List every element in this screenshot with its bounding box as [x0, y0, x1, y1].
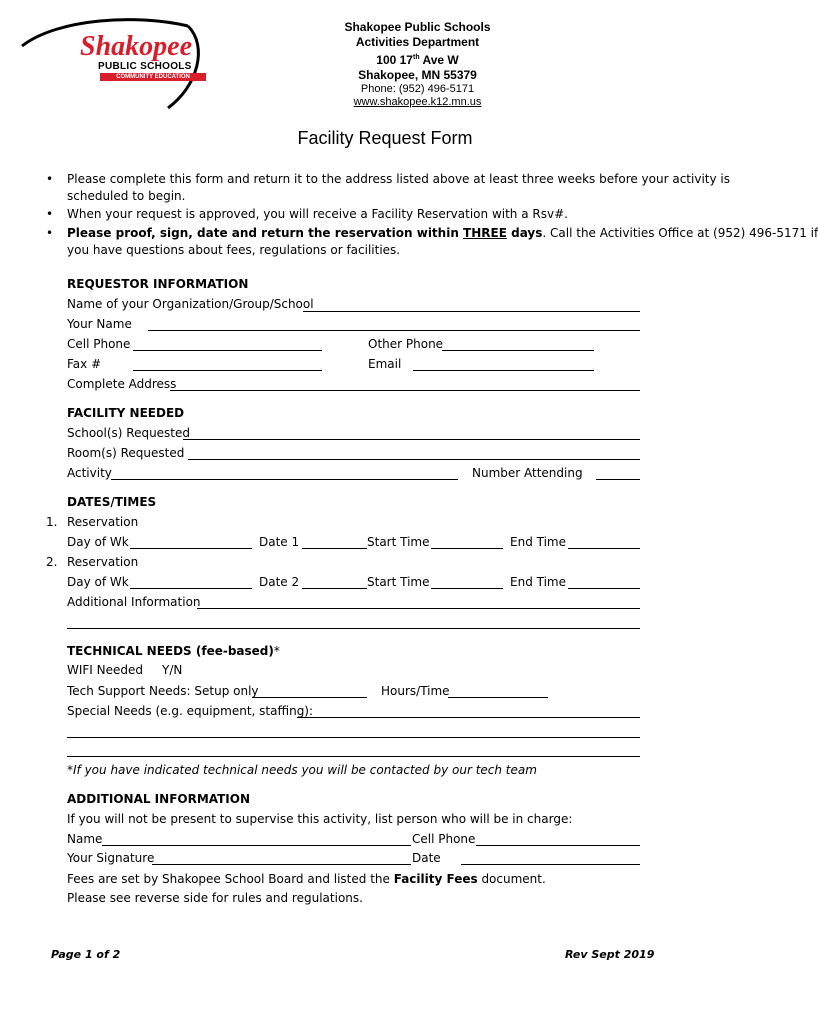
reverse-side-text: Please see reverse side for rules and regulations.	[67, 891, 363, 905]
street-address: 100 17th Ave W	[376, 53, 459, 67]
reservation-1-label: Reservation	[67, 515, 139, 529]
fax-field[interactable]	[133, 370, 322, 371]
cell-field[interactable]	[133, 350, 322, 351]
additional-heading: ADDITIONAL INFORMATION	[67, 792, 251, 806]
day-field-1[interactable]	[130, 548, 252, 549]
date2-label: Date 2	[259, 575, 300, 589]
tech-note: *If you have indicated technical needs you will be contacted by our tech team	[67, 763, 537, 777]
day-label-2: Day of Wk	[67, 575, 129, 589]
start-label-1: Start Time	[367, 535, 430, 549]
end-label-2: End Time	[510, 575, 566, 589]
technical-heading: TECHNICAL NEEDS (fee-based)*	[67, 644, 280, 658]
logo-line2: COMMUNITY EDUCATION	[100, 73, 206, 81]
bullet-dot: •	[46, 226, 54, 240]
contact-cell-label: Cell Phone	[412, 832, 476, 846]
attending-label: Number Attending	[472, 466, 583, 480]
address-field[interactable]	[170, 390, 640, 391]
signature-label: Your Signature	[67, 851, 155, 865]
requestor-heading: REQUESTOR INFORMATION	[67, 277, 249, 291]
org-field[interactable]	[303, 311, 640, 312]
reservation-2-number: 2.	[46, 555, 58, 569]
address-label: Complete Address	[67, 377, 177, 391]
day-label-1: Day of Wk	[67, 535, 129, 549]
page-number: Page 1 of 2	[51, 948, 121, 961]
bullet-dot: •	[46, 172, 54, 186]
city-state: Shakopee, MN 55379	[358, 68, 477, 82]
org-label: Name of your Organization/Group/School	[67, 297, 314, 311]
wifi-label: WIFI Needed	[67, 663, 144, 677]
rooms-field[interactable]	[188, 459, 640, 460]
signature-field[interactable]	[152, 864, 411, 865]
sign-date-label: Date	[412, 851, 441, 865]
bullet-1-line1: Please complete this form and return it to the address listed above at least three weeks before your activity is	[67, 172, 730, 186]
other-phone-field[interactable]	[442, 350, 594, 351]
special-needs-label: Special Needs (e.g. equipment, staffing):	[67, 704, 314, 718]
schools-label: School(s) Requested	[67, 426, 191, 440]
address-block	[300, 20, 535, 109]
special-needs-field-2[interactable]	[67, 737, 640, 738]
org-name: Shakopee Public Schools	[344, 20, 491, 34]
start-field-1[interactable]	[431, 548, 503, 549]
fees-text: Fees are set by Shakopee School Board and listed the Facility Fees document.	[67, 872, 546, 886]
special-needs-field-3[interactable]	[67, 756, 640, 757]
email-label: Email	[368, 357, 402, 371]
reservation-2-label: Reservation	[67, 555, 139, 569]
additional-info-label: Additional Information	[67, 595, 201, 609]
supervise-text: If you will not be present to supervise this activity, list person who will be in charge:	[67, 812, 573, 826]
logo-name: Shakopee	[80, 31, 192, 62]
contact-name-field[interactable]	[102, 845, 411, 846]
hours-label: Hours/Time	[381, 684, 450, 698]
bullet-1-line2: scheduled to begin.	[67, 189, 186, 203]
rooms-label: Room(s) Requested	[67, 446, 185, 460]
fax-label: Fax #	[67, 357, 102, 371]
other-phone-label: Other Phone	[368, 337, 444, 351]
attending-field[interactable]	[596, 479, 640, 480]
date2-field[interactable]	[302, 588, 367, 589]
additional-info-field[interactable]	[197, 608, 640, 609]
date1-label: Date 1	[259, 535, 300, 549]
bullet-3-line1: Please proof, sign, date and return the reservation within THREE days. Call the Activities Office at (952) 496-5171 if	[67, 226, 818, 240]
contact-name-label: Name	[67, 832, 103, 846]
tech-support-field[interactable]	[252, 697, 367, 698]
bullet-2: When your request is approved, you will receive a Facility Reservation with a Rsv#.	[67, 207, 568, 221]
end-field-2[interactable]	[568, 588, 640, 589]
special-needs-field[interactable]	[297, 717, 640, 718]
day-field-2[interactable]	[130, 588, 252, 589]
logo	[18, 16, 218, 111]
activity-field[interactable]	[111, 479, 458, 480]
hours-field[interactable]	[448, 697, 548, 698]
end-field-1[interactable]	[568, 548, 640, 549]
end-label-1: End Time	[510, 535, 566, 549]
reservation-1-number: 1.	[46, 515, 58, 529]
schools-field[interactable]	[183, 439, 640, 440]
start-field-2[interactable]	[431, 588, 503, 589]
wifi-options[interactable]: Y/N	[162, 663, 183, 677]
email-field[interactable]	[413, 370, 594, 371]
tech-support-label: Tech Support Needs: Setup only	[67, 684, 259, 698]
bullet-dot: •	[46, 207, 54, 221]
name-label: Your Name	[67, 317, 132, 331]
logo-line1: PUBLIC SCHOOLS	[98, 61, 192, 72]
revision-date: Rev Sept 2019	[565, 948, 655, 961]
website-link[interactable]: www.shakopee.k12.mn.us	[353, 96, 482, 108]
phone: Phone: (952) 496-5171	[360, 83, 475, 95]
page-title: Facility Request Form	[297, 128, 473, 148]
name-field[interactable]	[148, 330, 640, 331]
activity-label: Activity	[67, 466, 112, 480]
additional-info-field-2[interactable]	[67, 628, 640, 629]
bullet-3-line2: you have questions about fees, regulations or facilities.	[67, 243, 401, 257]
dates-heading: DATES/TIMES	[67, 495, 157, 509]
sign-date-field[interactable]	[461, 864, 640, 865]
date1-field[interactable]	[302, 548, 367, 549]
cell-label: Cell Phone	[67, 337, 131, 351]
facility-heading: FACILITY NEEDED	[67, 406, 185, 420]
contact-cell-field[interactable]	[476, 845, 640, 846]
start-label-2: Start Time	[367, 575, 430, 589]
department: Activities Department	[355, 35, 480, 49]
